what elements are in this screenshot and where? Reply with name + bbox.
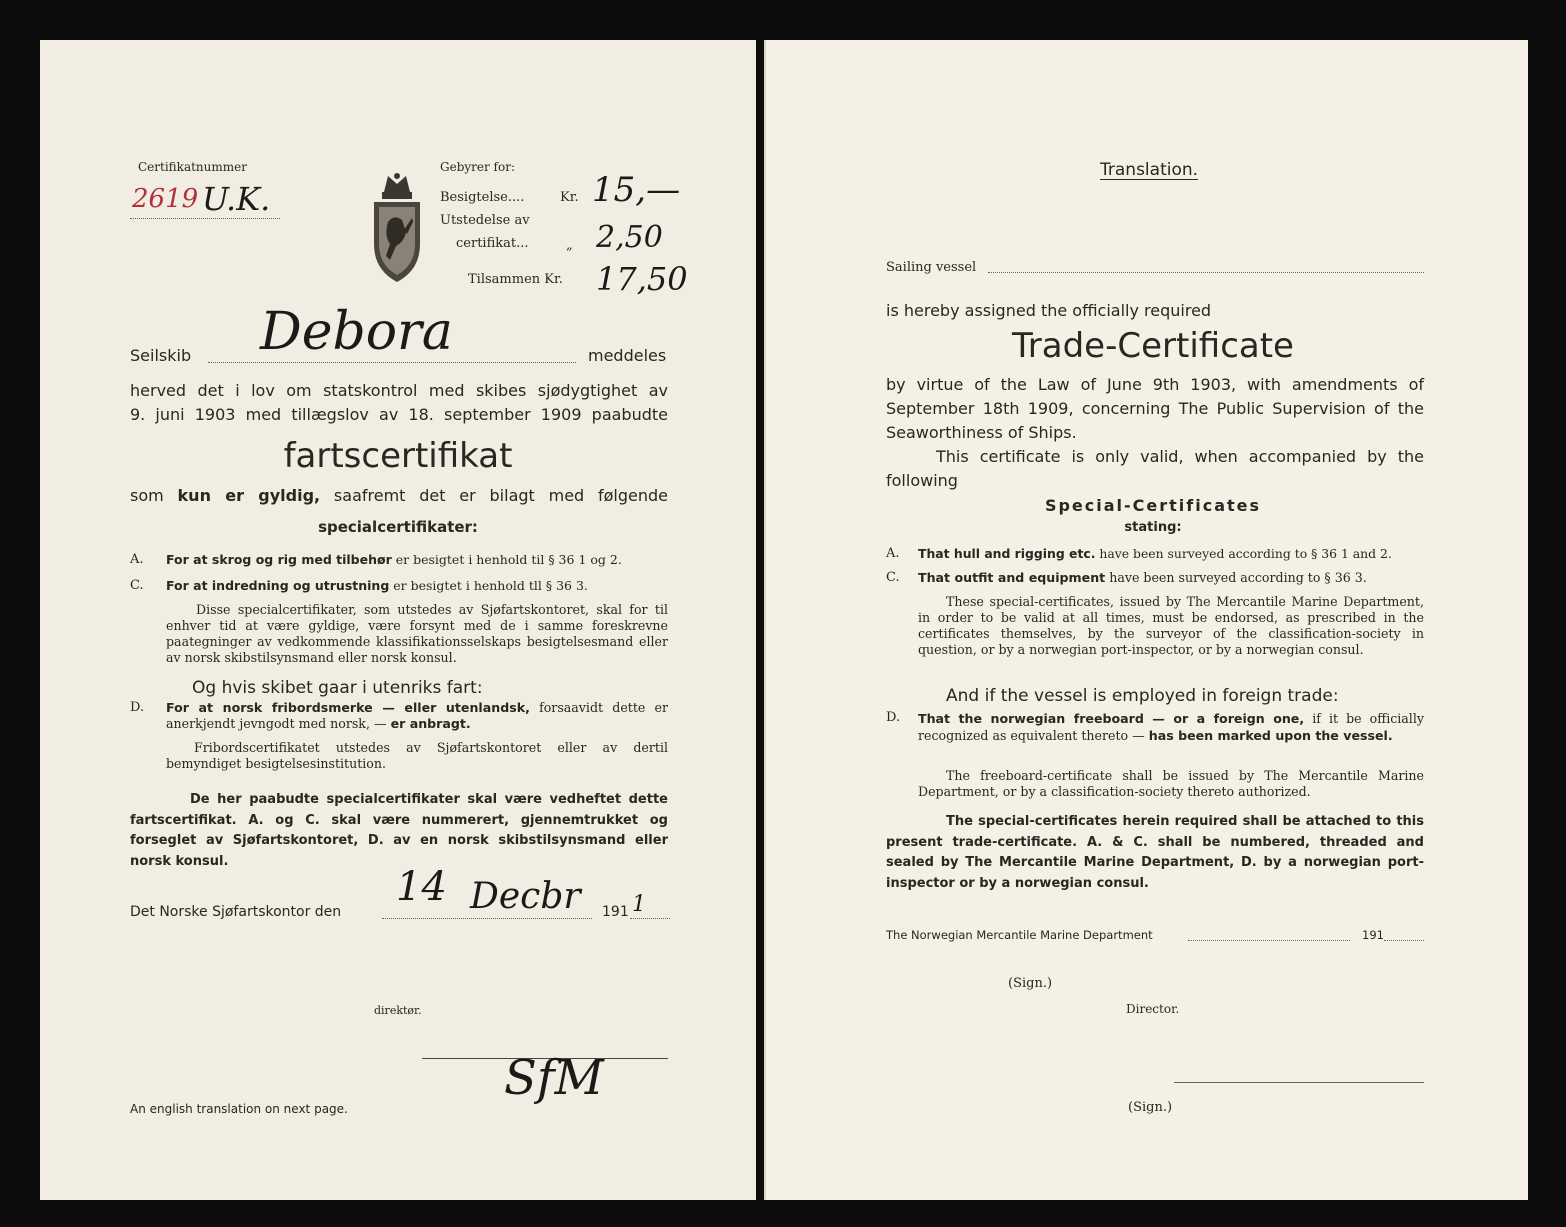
foreign-trade-heading: Og hvis skibet gaar i utenriks fart: — [192, 678, 483, 698]
coat-of-arms-icon — [366, 170, 428, 286]
validity-prefix: som — [130, 486, 164, 505]
item-a-letter: A. — [886, 546, 900, 561]
item-d-bold-2: has been marked upon the vessel. — [1148, 728, 1393, 743]
director-signature: SfM — [504, 1050, 604, 1106]
item-a-text: have been surveyed according to § 36 1 and 2. — [1099, 546, 1392, 561]
item-a — [918, 546, 1424, 561]
item-c-text: er besigtet i henhold tll § 36 3. — [393, 578, 588, 593]
stating-label: stating: — [1124, 520, 1182, 535]
fee-inspection-value: 15,— — [592, 170, 681, 210]
signature-line — [1174, 1082, 1424, 1083]
fee-inspection-label: Besigtelse.... — [440, 190, 525, 205]
year-line — [1384, 940, 1424, 941]
intro-line-1: herved det i lov om statskontrol med skibes sjødygtighet av — [130, 381, 668, 400]
date-line — [382, 918, 592, 919]
note-freeboard: The freeboard-certificate shall be issued by The Mercantile Marine Department, or by a classification-society thereto authorized. — [918, 768, 1424, 799]
fee-ditto: „ — [566, 238, 573, 253]
director-label: direktør. — [374, 1004, 422, 1017]
foreign-trade-heading: And if the vessel is employed in foreign trade: — [946, 686, 1339, 706]
vessel-suffix: meddeles — [588, 346, 667, 365]
vessel-name: Debora — [260, 302, 453, 362]
item-c-letter: C. — [886, 570, 900, 585]
attachment-requirement: The special-certificates herein required shall be attached to this present trade-certificate. A. & C. shall be numbered, threaded and sealed by The Mercantile Marine Department, D. by a norwegian port-inspector or by a norwegian consul. — [886, 814, 1424, 891]
note-freeboard: Fribordscertifikatet utstedes av Sjøfartskontoret eller av dertil bemyndiget besigtelsesinstitution. — [166, 740, 668, 771]
cert-number-value: 2619 — [132, 184, 199, 214]
item-a — [166, 552, 670, 567]
item-c-letter: C. — [130, 578, 144, 593]
validity-bold: kun er gyldig, — [177, 486, 321, 505]
validity-suffix: saafremt det er bilagt med følgende — [333, 486, 669, 505]
sign-label-2: (Sign.) — [1128, 1100, 1173, 1115]
item-a-text: er besigtet i henhold til § 36 1 og 2. — [395, 552, 622, 567]
vessel-line — [208, 362, 576, 363]
item-a-bold: For at skrog og rig med tilbehør — [166, 552, 392, 567]
date-day: 14 — [396, 864, 447, 910]
cert-number-suffix: U.K. — [202, 180, 271, 218]
item-c — [918, 570, 1424, 585]
special-certificates-title: Special-Certificates — [1044, 496, 1262, 515]
assigned-text: is hereby assigned the officially required — [886, 301, 1212, 320]
english-translation-page — [764, 40, 1528, 1200]
date-line — [1188, 940, 1350, 941]
item-a-letter: A. — [130, 552, 144, 567]
fee-total-label: Tilsammen Kr. — [468, 272, 563, 287]
special-certificates-title: specialcertifikater: — [318, 518, 478, 536]
item-c-bold: That outfit and equipment — [918, 570, 1106, 585]
item-d-bold-2: er anbragt. — [390, 716, 471, 731]
year-prefix: 191 — [1362, 928, 1384, 942]
law-text: by virtue of the Law of June 9th 1903, with amendments of September 18th 1909, concerning The Public Supervision of the Seaworthiness of Ships. — [886, 375, 1424, 442]
item-d-bold-1: For at norsk fribordsmerke — eller utenlandsk, — [166, 700, 530, 715]
cert-number-line — [130, 218, 280, 219]
certificate-title: fartscertifikat — [283, 436, 513, 476]
fees-label: Gebyrer for: — [440, 160, 515, 174]
item-d-letter: D. — [886, 710, 901, 725]
translation-heading: Translation. — [1100, 160, 1199, 180]
fee-issue-label-2: certifikat... — [456, 236, 529, 251]
sailing-vessel-line — [988, 272, 1424, 273]
year-prefix: 191 — [602, 904, 629, 920]
validity-line — [130, 486, 668, 505]
cert-number-label: Certifikatnummer — [138, 160, 247, 174]
year-line — [630, 918, 670, 919]
item-c-text: have been surveyed according to § 36 3. — [1109, 570, 1367, 585]
item-c — [166, 578, 670, 593]
sign-label-1: (Sign.) — [1008, 976, 1053, 991]
office-label: The Norwegian Mercantile Marine Department — [886, 928, 1153, 942]
item-d-text-1: forsaavidt dette er anerkjendt jevngodt med norsk, — — [166, 700, 668, 731]
item-d-bold-1: That the norwegian freeboard — or a foreign one, — [918, 711, 1305, 726]
item-d-text-1: if it be officially recognized as equivalent thereto — — [918, 711, 1424, 743]
fee-total-value: 17,50 — [596, 260, 688, 298]
attachment-requirement: De her paabudte specialcertifikater skal være vedheftet dette fartscertifikat. A. og C. skal være nummerert, gjennemtrukket og forseglet av Sjøfartskontoret, D. av en norsk skibstilsynsmand eller norsk konsul. — [130, 792, 668, 869]
validity-text: This certificate is only valid, when accompanied by the following — [886, 447, 1424, 490]
norwegian-certificate-page — [40, 40, 756, 1200]
vessel-label: Seilskib — [130, 346, 192, 365]
sailing-vessel-label: Sailing vessel — [886, 260, 977, 275]
year-suffix: 1 — [632, 892, 646, 917]
item-d — [166, 700, 668, 732]
item-d-letter: D. — [130, 700, 145, 715]
fee-issue-value: 2,50 — [596, 220, 663, 255]
note-special-certificates: These special-certificates, issued by The Mercantile Marine Department, in order to be valid at all times, must be endorsed, as prescribed in the certificates themselves, by the surveyor of the classification-society in question, or by a norwegian port-inspector, or by a norwegian consul. — [918, 594, 1424, 657]
date-month: Decbr — [470, 876, 581, 917]
item-a-bold: That hull and rigging etc. — [918, 546, 1096, 561]
director-label: Director. — [1126, 1002, 1180, 1016]
note-special-certificates: Disse specialcertifikater, som utstedes av Sjøfartskontoret, skal for til enhver tid at være gyldige, være forsynt med de i samme foreskrevne paategninger av vedkommende klassifikationsselskaps besigtelsesmand eller av norsk skibstilsynsmand eller norsk konsul. — [166, 602, 668, 665]
office-label: Det Norske Sjøfartskontor den — [130, 904, 342, 920]
trade-certificate-title: Trade-Certificate — [1012, 326, 1294, 366]
translation-note: An english translation on next page. — [130, 1102, 348, 1116]
item-c-bold: For at indredning og utrustning — [166, 578, 390, 593]
fee-issue-label-1: Utstedelse av — [440, 213, 530, 228]
fee-currency: Kr. — [560, 190, 579, 205]
intro-line-2: 9. juni 1903 med tillægslov av 18. september 1909 paabudte — [130, 405, 668, 424]
item-d — [918, 710, 1424, 744]
